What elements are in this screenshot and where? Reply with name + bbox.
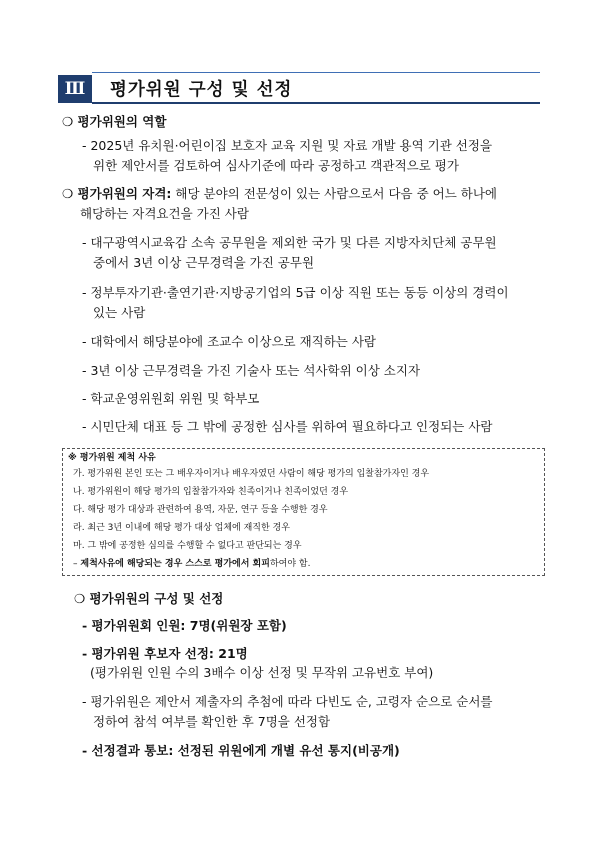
qualification-item: - 시민단체 대표 등 그 밖에 공정한 심사를 위하여 필요하다고 인정되는 사람 (82, 419, 493, 434)
section-number: Ⅲ (58, 75, 92, 103)
section-bottom-rule (92, 102, 540, 104)
role-line-2: 위한 제안서를 검토하여 심사기준에 따라 공정하고 객관적으로 평가 (93, 158, 459, 173)
qualification-item: - 대학에서 해당분야에 조교수 이상으로 재직하는 사람 (82, 334, 377, 349)
qualification-item-cont: 있는 사람 (93, 305, 146, 320)
composition-method: - 평가위원은 제안서 제출자의 추첨에 따라 다빈도 순, 고령자 순으로 순서를 (82, 694, 493, 709)
exclusion-item: 가. 평가위원 본인 또는 그 배우자이거나 배우자였던 사람이 해당 평가의 입찰참가자인 경우 (73, 469, 430, 479)
exclusion-item: 라. 최근 3년 이내에 해당 평가 대상 업체에 재직한 경우 (73, 523, 290, 533)
qualification-heading-label: ❍ 평가위원의 자격: (62, 186, 172, 201)
role-heading: ❍ 평가위원의 역할 (62, 114, 167, 129)
qualification-item: - 학교운영위원회 위원 및 학부모 (82, 391, 260, 406)
exclusion-title: ※ 평가위원 제척 사유 (68, 453, 156, 463)
role-line-1: - 2025년 유치원·어린이집 보호자 교육 지원 및 자료 개발 용역 기관 선정을 (82, 138, 493, 153)
exclusion-note (73, 558, 310, 572)
section-title: 평가위원 구성 및 선정 (110, 80, 293, 100)
qualification-item-cont: 중에서 3년 이상 근무경력을 가진 공무원 (93, 255, 315, 270)
exclusion-item: 다. 해당 평가 대상과 관련하여 용역, 자문, 연구 등을 수행한 경우 (73, 505, 328, 515)
composition-method-cont: 정하여 참석 여부를 확인한 후 7명을 선정함 (93, 714, 331, 729)
section-top-rule (92, 72, 540, 73)
exclusion-item: 나. 평가위원이 해당 평가의 입찰참가자와 친족이거나 친족이었던 경우 (73, 487, 349, 497)
composition-heading: ❍ 평가위원의 구성 및 선정 (74, 591, 224, 606)
exclusion-note-dash: – (73, 559, 81, 569)
composition-result: - 선정결과 통보: 선정된 위원에게 개별 유선 통지(비공개) (82, 743, 400, 758)
qualification-item: - 대구광역시교육감 소속 공무원을 제외한 국가 및 다른 지방자치단체 공무원 (82, 235, 497, 250)
composition-candidates-note: (평가위원 인원 수의 3배수 이상 선정 및 무작위 고유번호 부여) (90, 665, 434, 680)
qualification-heading-text: 해당 분야의 전문성이 있는 사람으로서 다음 중 어느 하나에 (171, 186, 497, 201)
exclusion-note-emphasis: 제척사유에 해당되는 경우 스스로 평가에서 회피 (80, 559, 270, 569)
composition-count: - 평가위원회 인원: 7명(위원장 포함) (82, 618, 287, 633)
qualification-item: - 정부투자기관·출연기관·지방공기업의 5급 이상 직원 또는 동등 이상의 경력이 (82, 285, 509, 300)
qualification-heading (62, 185, 497, 203)
qualification-item: - 3년 이상 근무경력을 가진 기술사 또는 석사학위 이상 소지자 (82, 363, 421, 378)
qualification-heading-line-2: 해당하는 자격요건을 가진 사람 (80, 206, 249, 221)
composition-candidates: - 평가위원 후보자 선정: 21명 (82, 646, 248, 661)
exclusion-item: 마. 그 밖에 공정한 심의를 수행할 수 없다고 판단되는 경우 (73, 541, 302, 551)
exclusion-note-rest: 하여야 함. (269, 559, 311, 569)
